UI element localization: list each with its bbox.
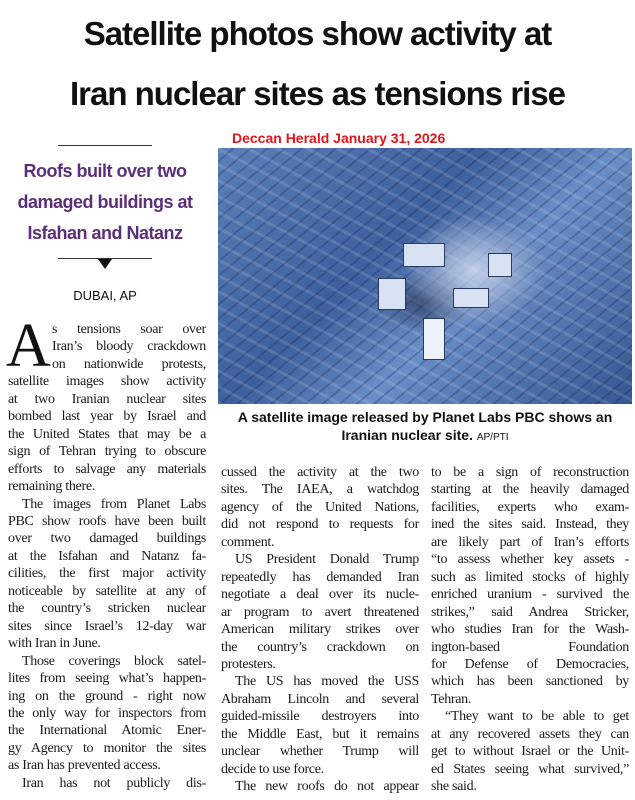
text-line: who studies Iran for the Wash- [431, 622, 629, 638]
building-shape [403, 243, 445, 267]
text-line: on nationwide protests, [52, 356, 206, 372]
text-line: Those coverings block satel- [22, 653, 206, 669]
text-line: US President Donald Trump [235, 552, 419, 568]
text-line: remaining there. [8, 479, 95, 495]
text-line: the International Atomic Ener- [8, 723, 206, 739]
text-line: such as limited stocks of highly [431, 569, 629, 585]
text-line: Iran has not publicly dis- [22, 775, 206, 791]
byline: DUBAI, AP [73, 288, 137, 303]
text-line: enriched uranium - survived the [431, 587, 629, 603]
drop-cap: A [6, 312, 51, 380]
subheadline-line: Roofs built over two [23, 161, 187, 181]
text-line: cussed the activity at the two [221, 465, 419, 480]
text-line: PBC show roofs have been built [8, 513, 206, 529]
photo-caption [218, 408, 632, 447]
text-line: The US has moved the USS [235, 674, 419, 690]
text-line: sign of Tehran trying to obscure [8, 444, 206, 460]
text-line: gy Agency to monitor the sites [8, 740, 206, 756]
satellite-image [218, 148, 632, 404]
text-line: ined the sites said. Instead, they [431, 517, 629, 533]
text-line: did not respond to requests for [221, 517, 419, 533]
text-line: sites. The IAEA, a watchdog [221, 482, 419, 498]
building-shape [423, 318, 445, 360]
text-line: “to assess whether key assets - [431, 552, 629, 568]
text-line: which has been sanctioned by [431, 674, 629, 690]
text-line: the United States that may be a [8, 426, 206, 442]
text-line: Abraham Lincoln and several [221, 691, 419, 707]
text-line: the country’s crackdown on [221, 639, 419, 655]
article-column-3 [431, 464, 629, 796]
building-shape [378, 278, 406, 310]
text-line: at any recovered assets they can [431, 726, 629, 742]
headline-text: Satellite photos show activity at [83, 15, 552, 52]
text-line: s tensions soar over [52, 322, 206, 337]
subheadline [0, 156, 210, 249]
text-line: comment. [221, 534, 275, 550]
text-line: The new roofs do not appear [235, 779, 419, 795]
text-line: over two damaged buildings [8, 531, 206, 547]
text-line: cilities, the first major activity [8, 566, 206, 582]
photo-credit: AP/PTI [476, 432, 509, 443]
text-line: unclear whether Trump will [221, 744, 419, 760]
source-note: Deccan Herald January 31, 2026 [232, 130, 446, 146]
text-line: the Middle East, but it remains [221, 726, 419, 742]
text-line: guided-missile destroyers into [221, 709, 419, 725]
text-line: decide to use force. [221, 761, 324, 777]
article-column-2 [221, 464, 419, 796]
text-line: ar program to avert threatened [221, 604, 419, 620]
text-line: lites from seeing what’s happen- [8, 671, 206, 687]
text-line: as Iran has prevented access. [8, 758, 161, 774]
text-line: ing on the ground - right now [8, 688, 206, 704]
text-line: the country’s stricken nuclear [8, 601, 206, 617]
text-line: negotiate a deal over its nucle- [221, 587, 419, 603]
text-line: to be a sign of reconstruction [431, 465, 629, 480]
text-line: sites since Israel’s 12-day war [8, 618, 206, 634]
text-line: bombed last year by Israel and [8, 409, 206, 425]
text-line: are likely part of Iran’s efforts [431, 534, 629, 550]
text-line: ed States seeing what survived,” [431, 761, 629, 777]
building-shape [453, 288, 489, 308]
subheadline-line: damaged buildings at [17, 192, 193, 212]
text-line: Tehran. [431, 691, 472, 707]
text-line: Iran’s bloody crackdown [52, 339, 206, 355]
article-column-1 [8, 321, 206, 792]
text-line: she said. [431, 779, 477, 795]
text-line: get to without Israel or the Unit- [431, 744, 629, 760]
text-line: American military strikes over [221, 622, 419, 638]
text-line: at two Iranian nuclear sites [8, 391, 206, 407]
text-line: The images from Planet Labs [22, 496, 206, 512]
text-line: at the Isfahan and Natanz fa- [8, 548, 206, 564]
text-line: noticeable by satellite at any of [8, 583, 206, 599]
text-line: with Iran in June. [8, 636, 101, 652]
headline-line-2 [0, 74, 635, 114]
headline-line-1 [0, 14, 635, 54]
triangle-down-icon [98, 259, 112, 269]
divider [58, 145, 152, 146]
text-line: protesters. [221, 656, 276, 672]
text-line: agency of the United Nations, [221, 499, 419, 515]
building-shape [488, 253, 512, 277]
text-line: strikes,” said Andrea Stricker, [431, 604, 629, 620]
text-line: “They want to be able to get [445, 709, 629, 725]
text-line: for Defense of Democracies, [431, 656, 629, 672]
caption-text: A satellite image released by Planet Labs PBC shows an Iranian nuclear site. [237, 409, 613, 443]
text-line: starting at the heavily damaged [431, 482, 629, 498]
headline-text: Iran nuclear sites as tensions rise [69, 75, 566, 112]
text-line: facilities, experts who exam- [431, 499, 629, 515]
text-line: the only way for inspectors from [8, 705, 206, 721]
text-line: efforts to salvage any materials [8, 461, 206, 477]
text-line: repeatedly has demanded Iran [221, 569, 419, 585]
text-line: ington-based Foundation [431, 639, 629, 655]
text-line: satellite images show activity [8, 374, 206, 390]
subheadline-line: Isfahan and Natanz [27, 223, 183, 243]
